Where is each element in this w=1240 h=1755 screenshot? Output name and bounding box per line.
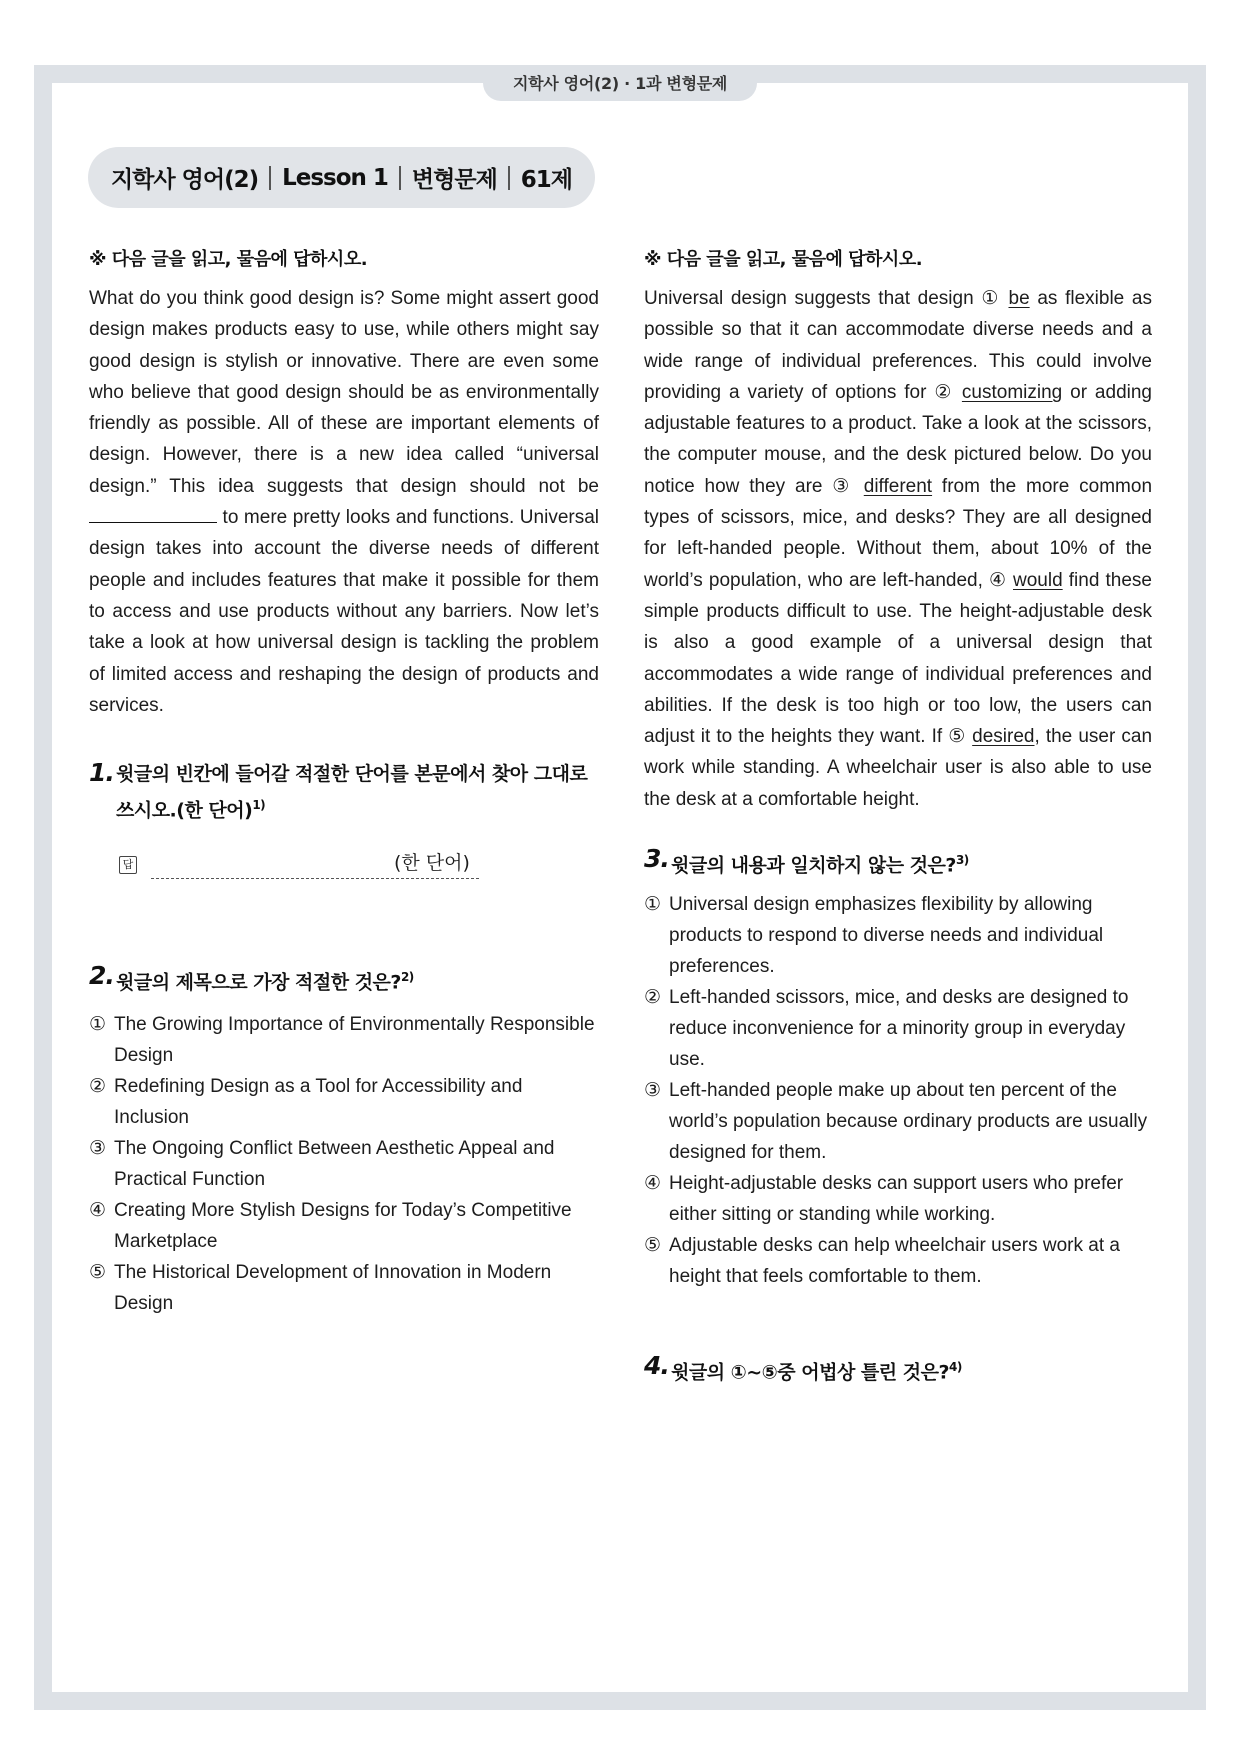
passage-text: as flexible as possible so that it can accommodate diverse needs and a wide range of individual preferences. This could involve providing a variety of options for ② xyxy=(644,288,1152,403)
passage-text: , the user can work while standing. A wheelchair user is also able to use the desk at a comfortable height. xyxy=(644,726,1153,810)
question-4 xyxy=(644,1352,1152,1388)
option-text: The Historical Development of Innovation in Modern Design xyxy=(114,1261,552,1314)
passage-text: from the more common types of scissors, mice, and desks? They are all designed for left-handed people. Without them, about 10% of the world’s population, who are left-handed, ④ xyxy=(644,475,1153,591)
answer-line[interactable] xyxy=(151,878,479,879)
question-2 xyxy=(89,962,599,998)
header-tab: 지학사 영어(2) · 1과 변형문제 xyxy=(483,67,757,101)
title-divider xyxy=(269,166,271,190)
title-divider xyxy=(508,166,510,190)
question-prompt: 윗글의 제목으로 가장 적절한 것은? xyxy=(116,971,401,994)
option-text: Height-adjustable desks can support users who prefer either sitting or standing while working. xyxy=(669,1173,1124,1226)
option-marker: ③ xyxy=(89,1137,107,1159)
underlined-word: would xyxy=(1013,569,1063,591)
right-column xyxy=(644,245,1152,1389)
worksheet-title xyxy=(88,147,595,208)
option-marker: ④ xyxy=(89,1199,107,1221)
instruction: ※ 다음 글을 읽고, 물음에 답하시오. xyxy=(644,249,923,270)
option-item[interactable] xyxy=(89,1071,599,1133)
option-text: Redefining Design as a Tool for Accessibility and Inclusion xyxy=(114,1075,523,1128)
option-marker: ② xyxy=(644,987,662,1009)
option-text: Universal design emphasizes flexibility by allowing products to respond to diverse needs and individual preferences. xyxy=(669,894,1104,978)
title-textbook: 지학사 영어(2) xyxy=(110,167,259,193)
option-marker: ② xyxy=(89,1075,107,1097)
option-text: The Ongoing Conflict Between Aesthetic Appeal and Practical Function xyxy=(114,1137,555,1190)
question-1 xyxy=(89,759,599,826)
answer-area[interactable] xyxy=(119,848,599,888)
option-item[interactable] xyxy=(644,889,1152,982)
question-number: 4. xyxy=(644,1351,669,1381)
title-divider xyxy=(399,166,401,190)
answer-icon: 답 xyxy=(119,856,137,874)
passage-text: or adding adjustable features to a product. Take a look at the scissors, the computer mouse, and the desk pictured below. Do you notice how they are ③ xyxy=(644,381,1152,497)
reading-passage xyxy=(89,283,599,721)
title-type: 변형문제 xyxy=(411,167,497,193)
option-list xyxy=(644,889,1152,1292)
left-column xyxy=(89,245,599,1319)
underlined-word: be xyxy=(1008,288,1030,309)
passage-text: to mere pretty looks and functions. Universal design takes into account the diverse needs of different people and includes features that make it possible for them to access and use products without any barriers. Now let’s take a look at how universal design is tackling the problem of limited access and reshaping the design of products and services. xyxy=(89,507,599,716)
passage-blank xyxy=(89,504,217,523)
question-text xyxy=(671,1352,962,1388)
option-text: Adjustable desks can help wheelchair users work at a height that feels comfortable to them. xyxy=(669,1235,1120,1288)
option-item[interactable] xyxy=(644,1168,1152,1230)
question-text xyxy=(116,962,414,998)
option-text: Creating More Stylish Designs for Today’s Competitive Marketplace xyxy=(114,1199,572,1252)
option-item[interactable] xyxy=(644,982,1152,1075)
reading-passage xyxy=(644,283,1152,815)
passage-text: find these simple products difficult to use. The height-adjustable desk is also a good example of a universal design that accommodates a wide range of individual preferences and abilities. If the desk is too high or too low, the users can adjust it to the heights they want. If ⑤ xyxy=(644,569,1153,748)
option-text: The Growing Importance of Environmentally Responsible Design xyxy=(114,1013,595,1066)
option-marker: ④ xyxy=(644,1173,662,1195)
question-number: 2. xyxy=(89,961,114,991)
passage-text: Universal design suggests that design ① xyxy=(644,288,1009,309)
footnote-ref: 3) xyxy=(955,853,969,868)
underlined-word: customizing xyxy=(961,381,1063,403)
option-marker: ⑤ xyxy=(644,1235,662,1257)
question-3 xyxy=(644,845,1152,881)
question-text xyxy=(116,759,599,826)
option-marker: ⑤ xyxy=(89,1261,107,1283)
option-item[interactable] xyxy=(89,1195,599,1257)
question-text xyxy=(671,845,969,881)
title-lesson: Lesson 1 xyxy=(282,164,388,191)
option-marker: ① xyxy=(644,894,662,916)
option-item[interactable] xyxy=(644,1230,1152,1292)
option-item[interactable] xyxy=(644,1075,1152,1168)
footnote-ref: 2) xyxy=(400,970,414,985)
instruction: ※ 다음 글을 읽고, 물음에 답하시오. xyxy=(89,249,368,270)
question-number: 3. xyxy=(644,844,669,874)
option-marker: ① xyxy=(89,1013,107,1035)
answer-hint: (한 단어) xyxy=(394,852,470,875)
footnote-ref: 1) xyxy=(252,798,266,813)
question-prompt: 윗글의 빈칸에 들어갈 적절한 단어를 본문에서 찾아 그대로 쓰시오.(한 단어) xyxy=(116,763,588,822)
option-item[interactable] xyxy=(89,1009,599,1071)
title-count: 61제 xyxy=(520,167,573,193)
question-prompt: 윗글의 내용과 일치하지 않는 것은? xyxy=(671,854,956,877)
question-prompt: 윗글의 ①~⑤중 어법상 틀린 것은? xyxy=(671,1361,949,1384)
question-number: 1. xyxy=(89,758,114,788)
underlined-word: different xyxy=(863,475,933,497)
footnote-ref: 4) xyxy=(948,1360,962,1375)
passage-text: What do you think good design is? Some might assert good design makes products easy to use, while others might say good design is stylish or innovative. There are even some who believe that good design should be as environmentally friendly as possible. All of these are important elements of design. However, there is a new idea called “universal design.” This idea suggests that design should not be xyxy=(89,288,599,497)
option-item[interactable] xyxy=(89,1257,599,1319)
option-marker: ③ xyxy=(644,1080,662,1102)
option-list xyxy=(89,1009,599,1319)
option-text: Left-handed scissors, mice, and desks are designed to reduce inconvenience for a minority group in everyday use. xyxy=(669,987,1129,1071)
underlined-word: desired xyxy=(972,726,1035,748)
option-item[interactable] xyxy=(89,1133,599,1195)
option-text: Left-handed people make up about ten percent of the world’s population because ordinary products are usually designed for them. xyxy=(669,1080,1148,1164)
